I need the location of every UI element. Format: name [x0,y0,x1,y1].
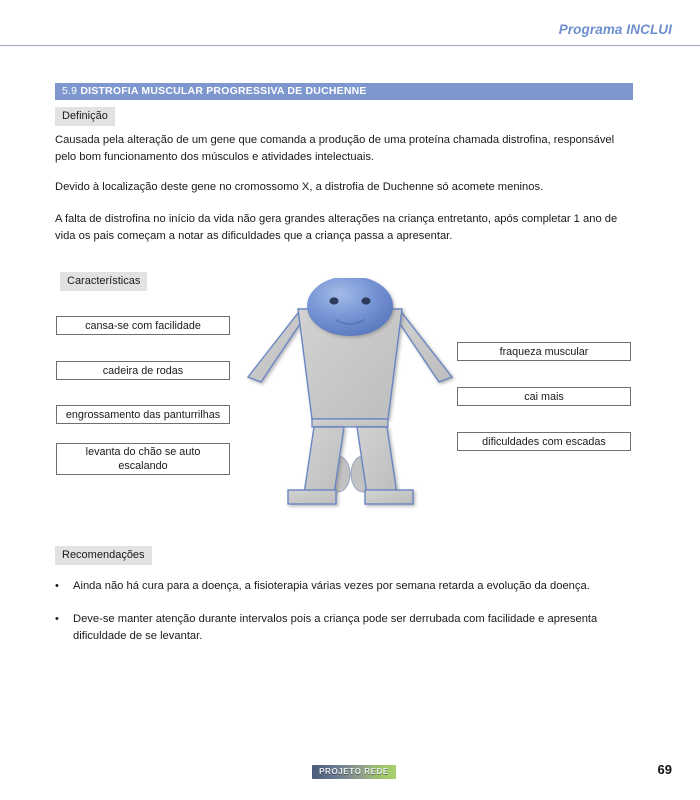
bullet-icon: • [55,613,59,625]
page-number: 69 [657,762,672,777]
recommendation-item [55,611,635,644]
feature-box-cansa-se-com-facilidade: cansa-se com facilidade [56,316,230,335]
section-title-text: DISTROFIA MUSCULAR PROGRESSIVA DE DUCHENNE [80,85,367,97]
recomendacoes-label-chip: Recomendações [55,546,152,565]
recommendation-text: Deve-se manter atenção durante intervalos pois a criança pode ser derrubada com facilidade e apresenta dificuldade de se levantar. [73,613,598,642]
recommendation-text: Ainda não há cura para a doença, a fisioterapia várias vezes por semana retarda a evolução da doença. [73,580,590,592]
bullet-icon: • [55,580,59,592]
header-program-title: Programa INCLUI [558,22,672,37]
definicao-label-chip: Definição [55,107,115,126]
figure-right-eye [361,297,370,304]
figure-head [307,278,393,336]
header-divider-rule [0,45,700,46]
definicao-paragraph-2: Devido à localização deste gene no cromossomo X, a distrofia de Duchenne só acomete meninos. [55,181,544,193]
feature-box-dificuldades-com-escadas: dificuldades com escadas [457,432,631,451]
feature-box-fraqueza-muscular: fraqueza muscular [457,342,631,361]
page-header [0,0,700,46]
feature-box-cai-mais: cai mais [457,387,631,406]
figure-right-foot [365,490,413,504]
figure-left-foot [288,490,336,504]
projeto-rede-logo-text: PROJETO REDE [319,767,389,776]
feature-box-cadeira-de-rodas: cadeira de rodas [56,361,230,380]
recommendation-item [55,578,635,595]
feature-box-engrossamento-das-panturrilhas: engrossamento das panturrilhas [56,405,230,424]
definicao-paragraph-3: A falta de distrofina no início da vida não gera grandes alterações na criança entretanto, após completar 1 ano de vida os pais começam a notar as dificuldades que a criança passa a apresentar. [55,213,618,242]
figure-hip [312,419,388,427]
projeto-rede-logo [312,765,396,779]
figure-left-eye [329,297,338,304]
definicao-paragraph-1: Causada pela alteração de um gene que comanda a produção de uma proteína chamada distrofina, responsável pelo bom funcionamento dos músculos e atividades intelectuais. [55,134,615,163]
caracteristicas-label-chip: Características [60,272,147,291]
section-number: 5.9 [62,85,78,97]
child-figure-diagram [240,278,460,518]
feature-box-levanta-do-chao-se-auto-escalando: levanta do chão se auto escalando [56,443,230,475]
section-title-banner [55,83,633,100]
